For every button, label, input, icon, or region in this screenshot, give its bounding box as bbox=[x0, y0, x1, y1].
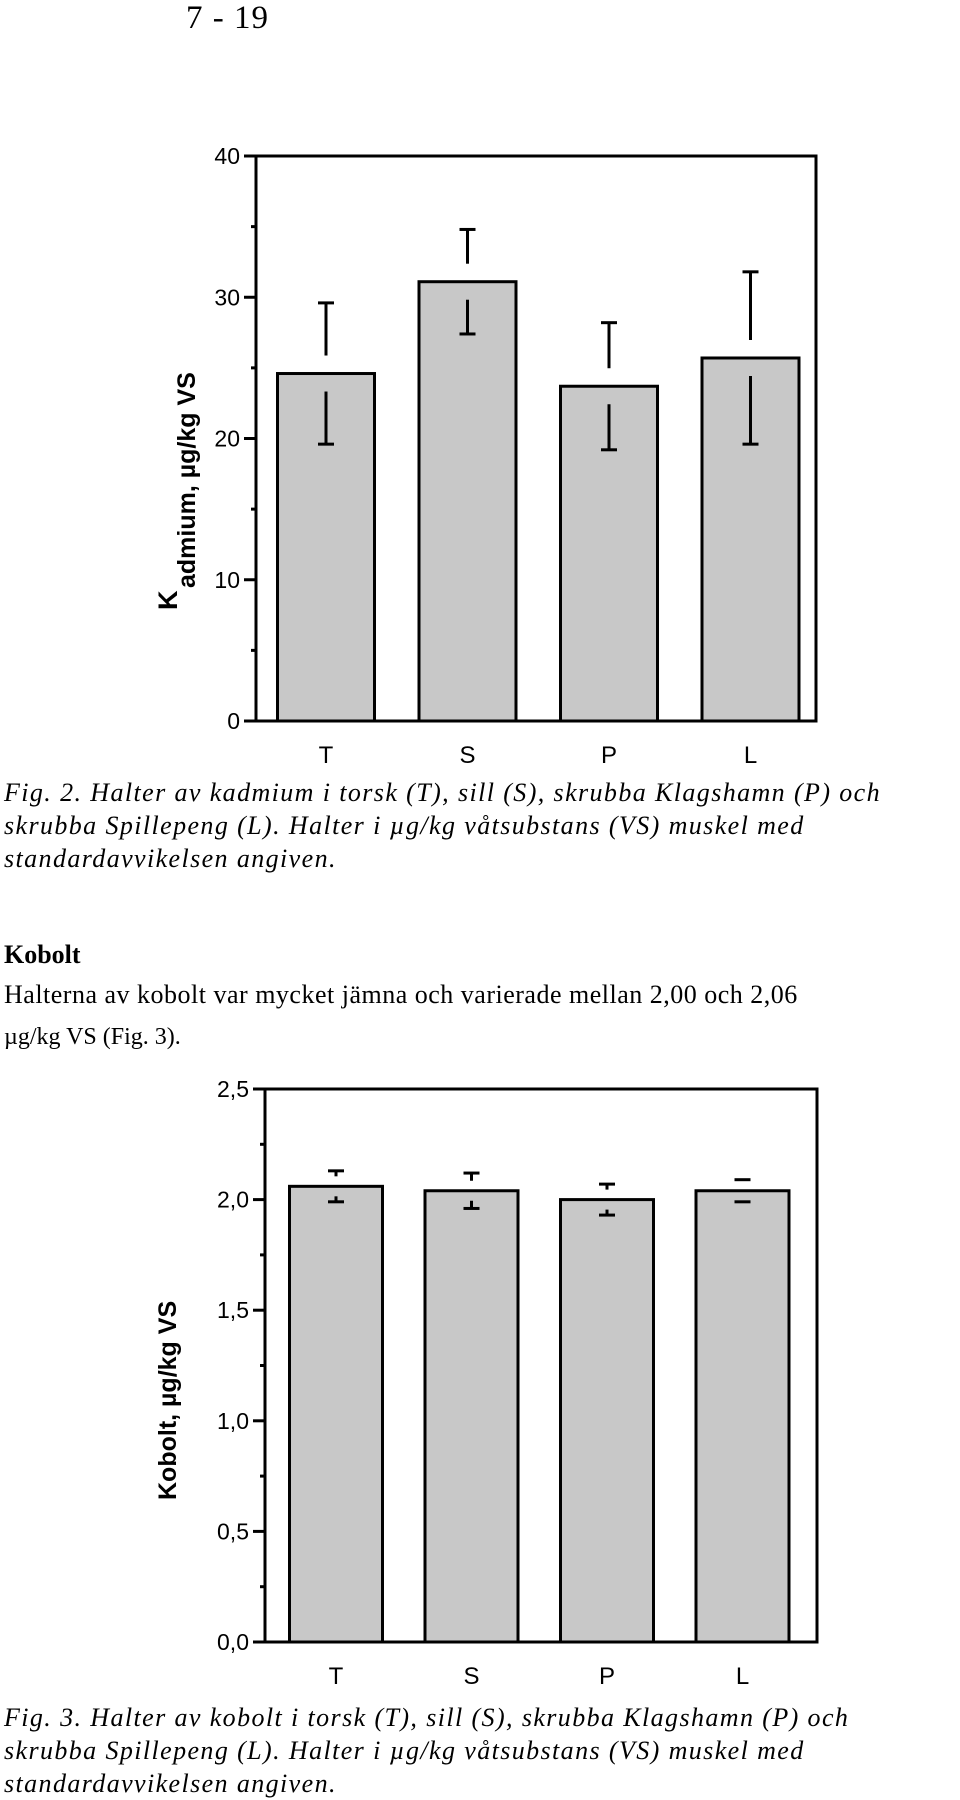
y-tick-label: 40 bbox=[214, 143, 240, 169]
bar-P bbox=[561, 1200, 654, 1642]
x-category-label: P bbox=[598, 1663, 616, 1690]
y-tick-label: 20 bbox=[214, 425, 240, 452]
x-category-label: T bbox=[318, 742, 334, 769]
y-tick-label: 0 bbox=[227, 708, 240, 734]
y-axis-label-sub: admium, µg/kg VS bbox=[173, 372, 201, 588]
x-category-label: P bbox=[600, 742, 618, 769]
x-category-label: S bbox=[459, 742, 476, 769]
fig2-caption-line2: skrubba Spillepeng (L). Halter i µg/kg våtsubstans (VS) muskel med bbox=[4, 811, 805, 840]
y-axis-label-main: K bbox=[153, 590, 183, 610]
x-category-label: L bbox=[743, 742, 758, 769]
y-tick-label: 0,0 bbox=[217, 1629, 249, 1655]
bar-S bbox=[425, 1191, 518, 1642]
y-tick-label: 0,5 bbox=[217, 1518, 249, 1545]
fig3-caption-line2: skrubba Spillepeng (L). Halter i µg/kg våtsubstans (VS) muskel med bbox=[4, 1736, 805, 1765]
y-tick-label: 1,0 bbox=[217, 1407, 249, 1434]
y-tick-label: 1,5 bbox=[217, 1297, 249, 1324]
y-tick-label: 30 bbox=[214, 284, 240, 311]
y-tick-label: 10 bbox=[214, 566, 240, 593]
body-line1: Halterna av kobolt var mycket jämna och varierade mellan 2,00 och 2,06 bbox=[4, 980, 798, 1009]
body-line2: µg/kg VS (Fig. 3). bbox=[4, 1024, 181, 1050]
x-category-label: S bbox=[463, 1663, 480, 1690]
bar-L bbox=[696, 1191, 789, 1642]
x-category-label: T bbox=[328, 1663, 344, 1690]
fig3-caption bbox=[4, 1701, 959, 1800]
y-axis-label: Kobolt, µg/kg VS bbox=[154, 1300, 182, 1500]
fig2-caption-line3: standardavvikelsen angiven. bbox=[4, 844, 337, 873]
section-heading: Kobolt bbox=[4, 940, 81, 969]
fig3-caption-line3: standardavvikelsen angiven. bbox=[4, 1769, 337, 1798]
fig2-caption-line1: Fig. 2. Halter av kadmium i torsk (T), sill (S), skrubba Klagshamn (P) och bbox=[4, 778, 882, 807]
y-tick-label: 2,0 bbox=[217, 1186, 249, 1213]
bar-T bbox=[290, 1186, 383, 1642]
y-tick-label: 2,5 bbox=[217, 1076, 249, 1102]
x-category-label: L bbox=[735, 1663, 750, 1690]
fig3-caption-line1: Fig. 3. Halter av kobolt i torsk (T), sill (S), skrubba Klagshamn (P) och bbox=[4, 1703, 850, 1732]
page-number: 7 - 19 bbox=[186, 0, 269, 36]
